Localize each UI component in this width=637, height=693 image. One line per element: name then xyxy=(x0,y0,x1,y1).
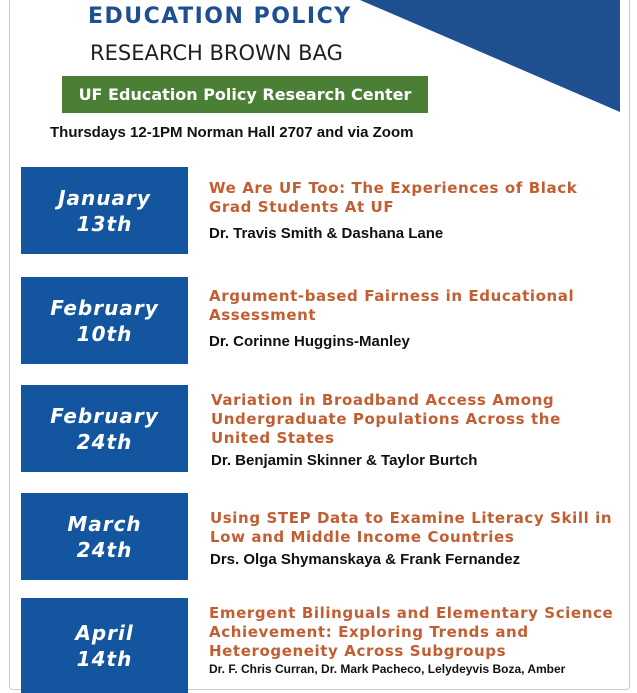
schedule-text: Thursdays 12-1PM Norman Hall 2707 and via Zoom xyxy=(50,124,414,141)
date-day: 14th xyxy=(76,646,133,671)
talk-title: Emergent Bilinguals and Elementary Science Achievement: Exploring Trends and Heterogeneity Across Subgroups xyxy=(209,604,614,660)
event-january-13 xyxy=(0,167,637,257)
event-february-24 xyxy=(0,385,637,475)
date-month: February xyxy=(50,403,159,428)
flyer-subtitle: RESEARCH BROWN BAG xyxy=(90,41,343,65)
date-day: 10th xyxy=(76,321,133,346)
date-month: February xyxy=(50,295,159,320)
date-month: January xyxy=(58,185,151,210)
talk-speakers: Dr. F. Chris Curran, Dr. Mark Pacheco, Lelydeyvis Boza, Amber xyxy=(209,662,566,676)
date-box xyxy=(21,277,188,364)
talk-speakers: Dr. Corinne Huggins-Manley xyxy=(209,333,410,350)
talk-speakers: Drs. Olga Shymanskaya & Frank Fernandez xyxy=(210,551,521,568)
flyer-title: EDUCATION POLICY xyxy=(88,4,352,29)
talk-title: We Are UF Too: The Experiences of Black Grad Students At UF xyxy=(209,179,578,216)
date-box xyxy=(21,493,188,580)
date-day: 13th xyxy=(76,211,133,236)
date-box xyxy=(21,385,188,472)
date-month: April xyxy=(75,620,134,645)
center-name-banner: UF Education Policy Research Center xyxy=(62,76,428,113)
date-box xyxy=(21,598,188,693)
event-april-14 xyxy=(0,598,637,675)
talk-speakers: Dr. Benjamin Skinner & Taylor Burtch xyxy=(211,452,478,469)
talk-title: Using STEP Data to Examine Literacy Skill in Low and Middle Income Countries xyxy=(210,509,613,546)
talk-title: Argument-based Fairness in Educational Assessment xyxy=(209,287,575,324)
event-february-10 xyxy=(0,277,637,367)
date-day: 24th xyxy=(76,429,133,454)
event-march-24 xyxy=(0,493,637,583)
date-day: 24th xyxy=(76,537,133,562)
date-box xyxy=(21,167,188,254)
talk-title: Variation in Broadband Access Among Undergraduate Populations Across the United States xyxy=(211,391,561,447)
date-month: March xyxy=(67,511,142,536)
talk-speakers: Dr. Travis Smith & Dashana Lane xyxy=(209,225,444,242)
